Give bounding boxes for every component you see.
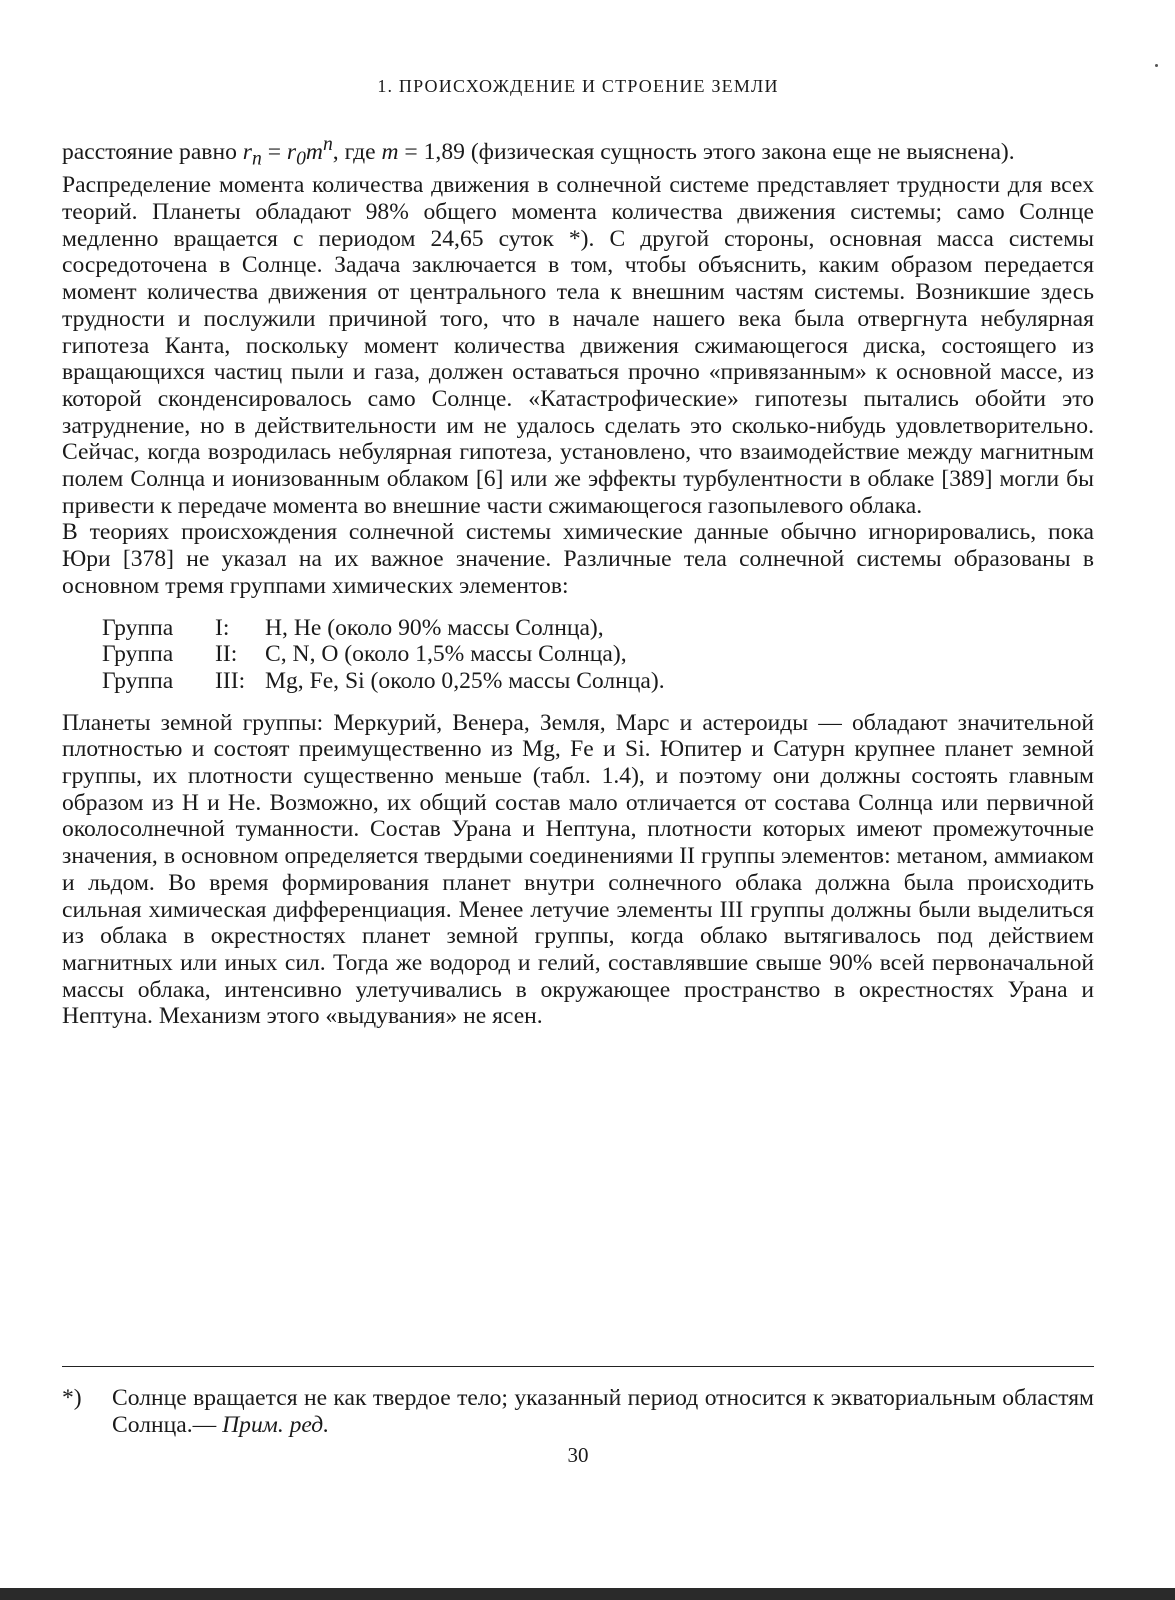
page-edge-speck	[1155, 64, 1158, 67]
paragraph-planet-composition: Планеты земной группы: Меркурий, Венера, Земля, Марс и астероиды — обладают значительной плотностью и состоят преимущественно из Mg, Fe и Si. Юпитер и Сатурн крупнее планет земной группы, их плотности существенно меньше (табл. 1.4), и поэтому они должны состоять главным образом из H и He. Возможно, их общий состав мало отличается от состава Солнца или первичной околосолнечной туманности. Состав Урана и Нептуна, плотности которых имеют промежуточные значения, в основном определяется твердыми соединениями II группы элементов: метаном, аммиаком и льдом. Во время формирования планет внутри солнечного облака должна была происходить сильная химическая дифференциация. Менее летучие элементы III группы должны были выделиться из облака в окрестностях планет земной группы, когда облако вытягивалось под действием магнитных или иных сил. Тогда же водород и гелий, составлявшие свыше 90% всей первоначальной массы облака, интенсивно улетучивались в окружающее пространство в окрестностях Урана и Нептуна. Механизм этого «выдувания» не ясен.	[62, 709, 1094, 1030]
scan-bottom-edge	[0, 1588, 1175, 1600]
paragraph-formula-mid: , где	[332, 138, 382, 165]
group-label: Группа	[102, 667, 174, 694]
main-text	[62, 131, 1094, 1030]
group-elements: Mg, Fe, Si (около 0,25% массы Солнца).	[265, 667, 665, 694]
group-row-1	[102, 615, 1094, 642]
footnote-editor-note: Прим. ред.	[222, 1412, 330, 1438]
group-number: II:	[215, 641, 238, 668]
group-row-2	[102, 641, 1094, 668]
group-elements: C, N, O (около 1,5% массы Солнца),	[265, 641, 627, 668]
group-label: Группа	[102, 641, 174, 668]
footnote-body: Солнце вращается не как твердое тело; указанный период относится к экваториальным областям Солнца.—	[112, 1385, 1094, 1438]
group-label: Группа	[102, 614, 174, 641]
group-number: III:	[215, 667, 246, 694]
page-number: 30	[567, 1443, 589, 1467]
group-elements: H, He (около 90% массы Солнца),	[265, 614, 604, 641]
formula-r-n: $r_n$	[242, 138, 262, 170]
group-row-3	[102, 668, 1094, 695]
footnote-divider	[62, 1366, 1094, 1367]
formula-r0-m-n: $r_0m^n$	[286, 133, 333, 170]
footnote-text	[112, 1385, 1094, 1439]
paragraph-formula-tail: = 1,89 (физическая сущность этого закона еще не выяснена).	[398, 138, 1015, 165]
footnote-mark: *)	[62, 1385, 82, 1411]
paragraph-formula	[62, 131, 1094, 172]
paragraph-formula-lead: расстояние равно	[62, 138, 243, 165]
formula-equals: =	[261, 138, 287, 165]
group-number: I:	[215, 614, 230, 641]
footnote	[62, 1385, 1094, 1439]
paragraph-chemical-groups-intro: В теориях происхождения солнечной системы химические данные обычно игнорировались, пока Юри [378] не указал на их важное значение. Различные тела солнечной системы образованы в основном тремя группами химических элементов:	[62, 519, 1094, 599]
paragraph-angular-momentum: Распределение момента количества движения в солнечной системе представляет трудности для всех теорий. Планеты обладают 98% общего момента количества движения системы; само Солнце медленно вращается с периодом 24,65 суток *). С другой стороны, основная масса системы сосредоточена в Солнце. Задача заключается в том, чтобы объяснить, каким образом передается момент количества движения от центрального тела к внешним частям системы. Возникшие здесь трудности и послужили причиной того, что в начале нашего века была отвергнута небулярная гипотеза Канта, поскольку момент количества движения сжимающегося диска, состоящего из вращающихся частиц пыли и газа, должен оставаться прочно «привязанным» к основной массе, из которой сконденсировалось само Солнце. «Катастрофические» гипотезы пытались обойти это затруднение, но в действительности им не удалось сделать это сколько-нибудь удовлетворительно. Сейчас, когда возродилась небулярная гипотеза, установлено, что взаимодействие между магнитным полем Солнца и ионизованным облаком [6] или же эффекты турбулентности в облаке [389] могли бы привести к передаче момента во внешние части сжимающегося газопылевого облака.	[62, 172, 1094, 519]
chemical-groups-list	[102, 615, 1094, 695]
formula-m: m	[381, 138, 399, 165]
running-title: 1. ПРОИСХОЖДЕНИЕ И СТРОЕНИЕ ЗЕМЛИ	[377, 76, 779, 96]
